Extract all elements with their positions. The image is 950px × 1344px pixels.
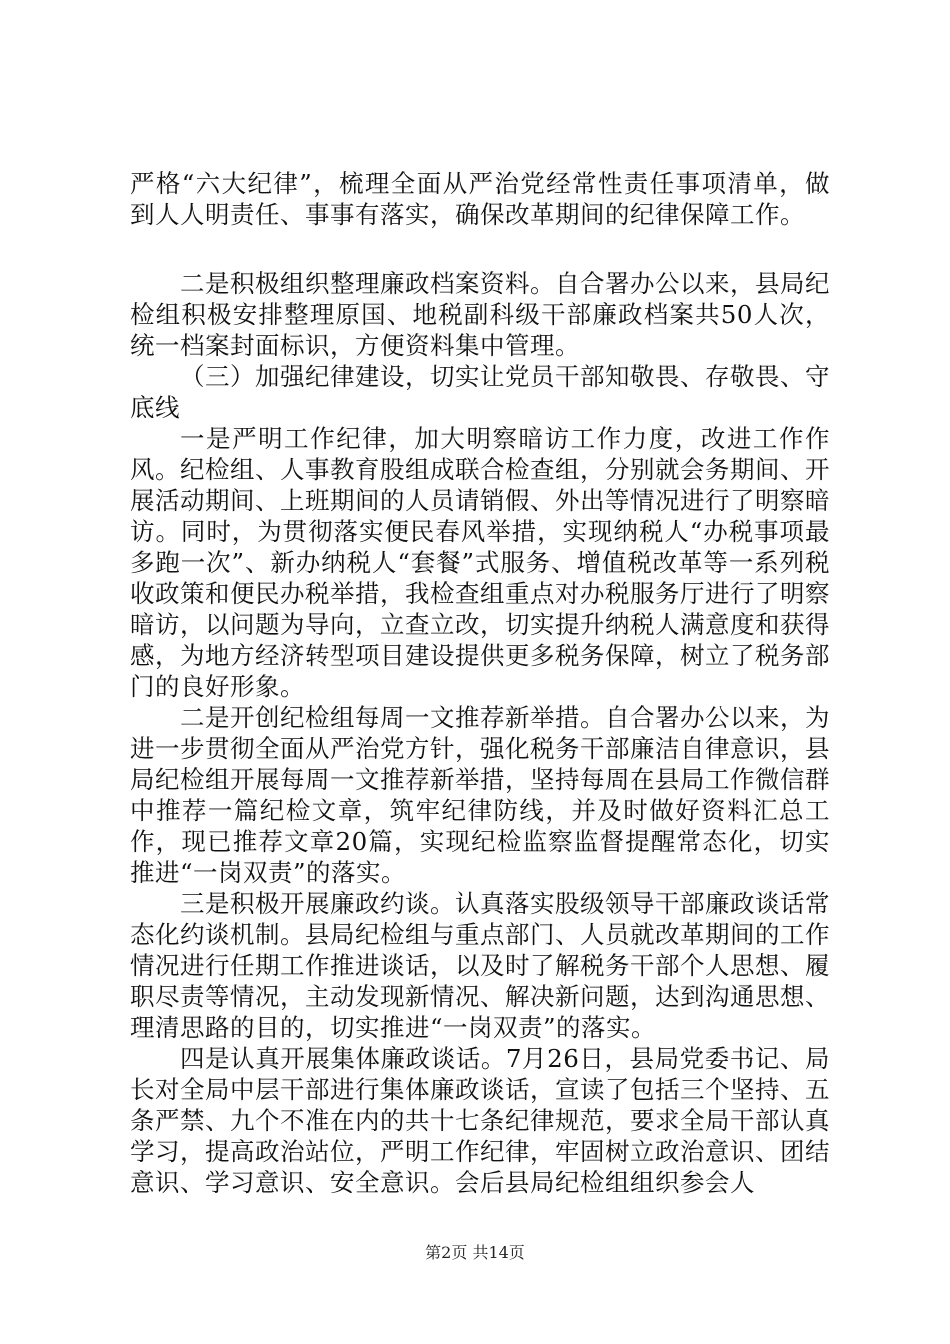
paragraph-weekly-article: 二是开创纪检组每周一文推荐新举措。自合署办公以来，为进一步贯彻全面从严治党方针，强化税务干部廉洁自律意识，县局纪检组开展每周一文推荐新举措，坚持每周在县局工作微信群中推荐一篇纪检文章，筑牢纪律防线，并及时做好资料汇总工作，现已推荐文章20篇，实现纪检监察监督提醒常态化，切实推进“一岗双责”的落实。 [130, 703, 830, 887]
paragraph-collective-talk: 四是认真开展集体廉政谈话。7月26日，县局党委书记、局长对全局中层干部进行集体廉政谈话，宣读了包括三个坚持、五条严禁、九个不准在内的共十七条纪律规范，要求全局干部认真学习，提高政治站位，严明工作纪律，牢固树立政治意识、团结意识、学习意识、安全意识。会后县局纪检组组织参会人 [130, 1044, 830, 1197]
section-heading-discipline: （三）加强纪律建设，切实让党员干部知敬畏、存敬畏、守底线 [130, 362, 830, 422]
document-body [130, 168, 830, 1198]
paragraph-discipline-continuation: 严格“六大纪律”，梳理全面从严治党经常性责任事项清单，做到人人明责任、事事有落实，确保改革期间的纪律保障工作。 [130, 169, 830, 229]
page-number-footer: 第2页 共14页 [425, 1243, 525, 1262]
paragraph-integrity-archives: 二是积极组织整理廉政档案资料。自合署办公以来，县局纪检组积极安排整理原国、地税副科级干部廉政档案共50人次，统一档案封面标识，方便资料集中管理。 [130, 269, 830, 360]
paragraph-work-discipline: 一是严明工作纪律，加大明察暗访工作力度，改进工作作风。纪检组、人事教育股组成联合检查组，分别就会务期间、开展活动期间、上班期间的人员请销假、外出等情况进行了明察暗访。同时，为贯彻落实便民春风举措，实现纳税人“办税事项最多跑一次”、新办纳税人“套餐”式服务、增值税改革等一系列税收政策和便民办税举措，我检查组重点对办税服务厅进行了明察暗访，以问题为导向，立查立改，切实提升纳税人满意度和获得感，为地方经济转型项目建设提供更多税务保障，树立了税务部门的良好形象。 [130, 424, 830, 701]
paragraph-integrity-talks: 三是积极开展廉政约谈。认真落实股级领导干部廉政谈话常态化约谈机制。县局纪检组与重点部门、人员就改革期间的工作情况进行任期工作推进谈话，以及时了解税务干部个人思想、履职尽责等情况，主动发现新情况、解决新问题，达到沟通思想、理清思路的目的，切实推进“一岗双责”的落实。 [130, 889, 830, 1042]
